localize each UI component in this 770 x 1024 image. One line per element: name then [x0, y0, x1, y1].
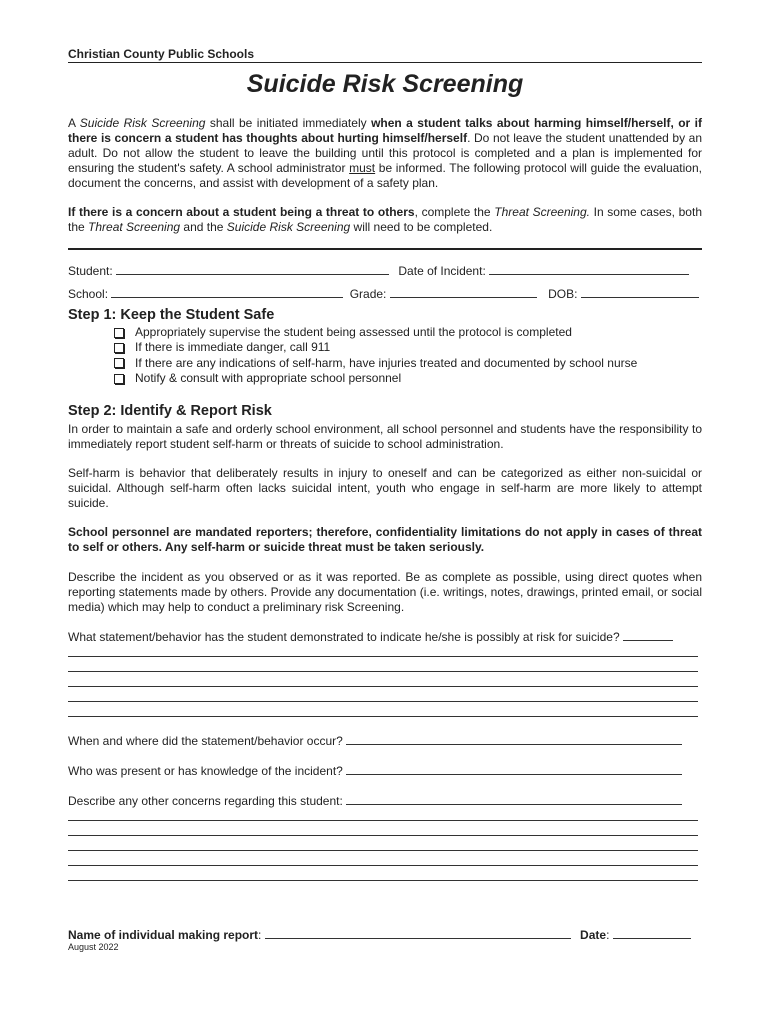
- reporter-name-label: Name of individual making report: [68, 928, 259, 942]
- checklist-item: Notify & consult with appropriate school personnel: [114, 371, 637, 386]
- answer-1-line[interactable]: [68, 686, 698, 687]
- question-1: What statement/behavior has the student demonstrated to indicate he/she is possibly at risk for suicide?: [68, 629, 702, 644]
- grade-field[interactable]: [390, 286, 537, 298]
- organization-header: Christian County Public Schools: [68, 47, 702, 63]
- step2-paragraph-4: Describe the incident as you observed or as it was reported. Be as complete as possible, using direct quotes when reporting statements made by others. Provide any documentation (i.e. writings, notes, drawings, printed email, or social media) which may help to conduct a preliminary risk Screening.: [68, 570, 702, 614]
- school-field[interactable]: [111, 286, 343, 298]
- student-label: Student:: [68, 264, 117, 278]
- answer-3-field[interactable]: [346, 763, 682, 775]
- student-row: [68, 263, 702, 279]
- report-date-field[interactable]: [613, 927, 691, 939]
- step2-paragraph-1: In order to maintain a safe and orderly school environment, all school personnel and students have the responsibility to immediately report student self-harm or threats of suicide to school administration.: [68, 422, 702, 451]
- checklist-item: If there are any indications of self-harm, have injuries treated and documented by school nurse: [114, 356, 637, 371]
- answer-1-line[interactable]: [68, 656, 698, 657]
- school-label: School:: [68, 287, 112, 301]
- date-of-incident-label: Date of Incident:: [398, 264, 490, 278]
- checkbox[interactable]: [114, 374, 124, 384]
- revision-date: August 2022: [68, 942, 119, 952]
- answer-4-line[interactable]: [68, 850, 698, 851]
- step2-heading: Step 2: Identify & Report Risk: [68, 403, 272, 419]
- answer-4-line[interactable]: [68, 880, 698, 881]
- school-row: [68, 286, 702, 302]
- mandated-reporter-notice: School personnel are mandated reporters; therefore, confidentiality limitations do not apply in cases of threat to self or others. Any self-harm or suicide threat must be taken seriously.: [68, 525, 702, 554]
- report-date-label: Date: [580, 928, 607, 942]
- intro-paragraph-1: A Suicide Risk Screening shall be initiated immediately when a student talks about harming himself/herself, or if there is concern a student has thoughts about hurting himself/herself. Do not leave the student unattended by an adult. Do not allow the student to leave the building until this protocol is completed and a plan is implemented for ensuring the student's safety. A school administrator must be informed. The following protocol will guide the evaluation, document the concerns, and assist with development of a safety plan.: [68, 116, 703, 190]
- student-field[interactable]: [116, 263, 389, 275]
- question-3: Who was present or has knowledge of the incident?: [68, 763, 702, 778]
- reporter-name-field[interactable]: [265, 927, 571, 939]
- answer-4-line[interactable]: [68, 820, 698, 821]
- date-of-incident-field[interactable]: [489, 263, 689, 275]
- step2-paragraph-2: Self-harm is behavior that deliberately results in injury to oneself and can be categorized as either non-suicidal or suicidal. Although self-harm often lacks suicidal intent, youth who engage in self-harm are more likely to attempt suicide.: [68, 466, 702, 510]
- checklist-item: If there is immediate danger, call 911: [114, 340, 637, 355]
- dob-field[interactable]: [581, 286, 699, 298]
- answer-4-line[interactable]: [68, 865, 698, 866]
- intro-paragraph-2: If there is a concern about a student being a threat to others, complete the Threat Screening. In some cases, both the Threat Screening and the Suicide Risk Screening will need to be completed.: [68, 205, 702, 234]
- answer-4-line[interactable]: [68, 835, 698, 836]
- answer-4-inline-field[interactable]: [346, 793, 682, 805]
- dob-label: DOB:: [548, 287, 581, 301]
- step1-heading: Step 1: Keep the Student Safe: [68, 307, 275, 323]
- answer-1-line[interactable]: [68, 671, 698, 672]
- answer-1-inline-field[interactable]: [623, 629, 673, 641]
- signature-row: Name of individual making report: Date:: [68, 927, 702, 942]
- section-divider: [68, 248, 702, 250]
- grade-label: Grade:: [349, 287, 390, 301]
- checkbox[interactable]: [114, 328, 124, 338]
- question-2: When and where did the statement/behavior occur?: [68, 733, 702, 748]
- answer-1-line[interactable]: [68, 716, 698, 717]
- checkbox[interactable]: [114, 343, 124, 353]
- checkbox[interactable]: [114, 358, 124, 368]
- answer-2-field[interactable]: [346, 733, 682, 745]
- question-4: Describe any other concerns regarding this student:: [68, 793, 702, 808]
- form-title: Suicide Risk Screening: [246, 70, 524, 98]
- answer-1-line[interactable]: [68, 701, 698, 702]
- step1-checklist: [114, 325, 637, 386]
- checklist-item: Appropriately supervise the student being assessed until the protocol is completed: [114, 325, 637, 340]
